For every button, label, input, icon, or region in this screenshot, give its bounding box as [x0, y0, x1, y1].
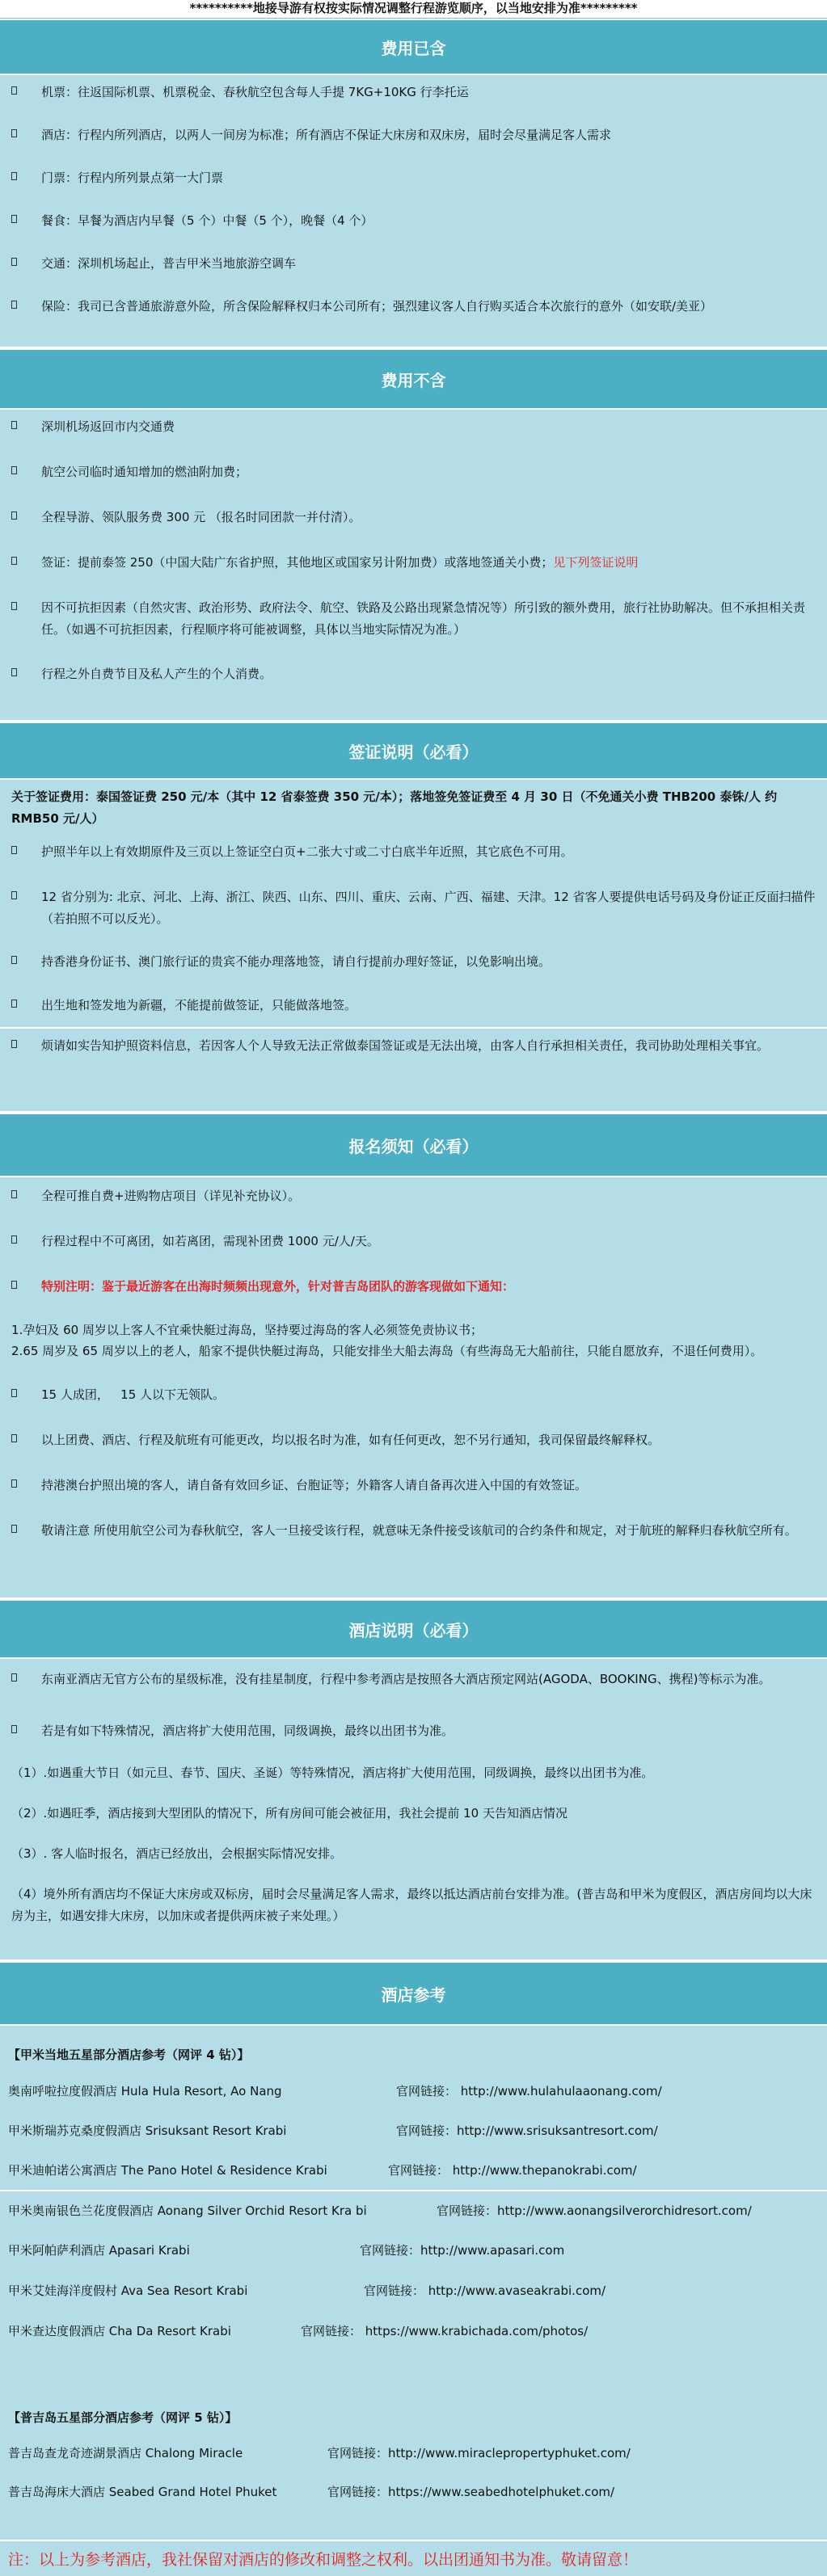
hotel-row: 甲米阿帕萨利酒店 Apasari Krabi 官网链接：http://www.apasari.com: [8, 2243, 565, 2258]
special-notice: 特别注明：鉴于最近游客在出海时频频出现意外，针对普吉岛团队的游客现做如下通知：: [41, 1279, 515, 1294]
visa-title: 签证说明（必看）: [348, 742, 479, 762]
hotel-url-link[interactable]: http://www.srisuksantresort.com/: [457, 2123, 658, 2138]
list-item: 烦请如实告知护照资料信息，若因客人个人导致无法正常做泰国签证或是无法出境，由客人自行承担相关责任，我司协助处理相关事宜。: [0, 1027, 827, 1084]
list-item: 餐食：早餐为酒店内早餐（5 个）中餐（5 个），晚餐（4 个）: [0, 210, 827, 253]
hotel-row: 甲米艾娃海洋度假村 Ava Sea Resort Krabi 官网链接： http://www.avaseakrabi.com/: [8, 2283, 606, 2298]
list-item: 护照半年以上有效期原件及三页以上签证空白页+二张大寸或二寸白底半年近照，其它底色不可用。: [0, 841, 827, 886]
list-item: 因不可抗拒因素（自然灾害、政治形势、政府法令、航空、铁路及公路出现紧急情况等）所引致的额外费用，旅行社协助解决。但不承担相关责任。（如遇不可抗拒因素，行程顺序将可能被调整，具体以当地实际情况为准。）: [0, 597, 827, 663]
hotel-url-link[interactable]: http://www.miraclepropertyphuket.com/: [388, 2446, 631, 2460]
checkbox-icon: [11, 1434, 17, 1442]
list-item: 机票：往返国际机票、机票税金、春秋航空包含每人手提 7KG+10KG 行李托运: [0, 82, 827, 124]
checkbox-icon: [11, 1673, 17, 1682]
hotel-ref-header: [0, 1961, 827, 2026]
checkbox-icon: [11, 1389, 17, 1397]
list-item: 若是有如下特殊情况，酒店将扩大使用范围，同级调换，最终以出团书为准。: [0, 1720, 827, 1762]
hotel-row: 普吉岛查龙奇迹湖景酒店 Chalong Miracle 官网链接：http://www.miraclepropertyphuket.com/: [8, 2446, 631, 2460]
hotel-url-link[interactable]: http://www.avaseakrabi.com/: [428, 2283, 606, 2298]
included-header: [0, 19, 827, 75]
list-item: 酒店：行程内所列酒店，以两人一间房为标准；所有酒店不保证大床房和双床房，届时会尽量满足客人需求: [0, 124, 827, 167]
list-item: 行程之外自费节目及私人产生的个人消费。: [0, 663, 827, 709]
checkbox-icon: [11, 846, 17, 854]
checkbox-icon: [11, 1190, 17, 1198]
checkbox-icon: [11, 1040, 17, 1048]
checkbox-icon: [11, 86, 17, 95]
top-notice: **********地接导游有权按实际情况调整行程游览顺序，以当地安排为准*********: [0, 0, 827, 19]
list-item: 保险：我司已含普通旅游意外险，所含保险解释权归本公司所有；强烈建议客人自行购买适合本次旅行的意外（如安联/美亚）: [0, 296, 827, 339]
list-item: 敬请注意 所使用航空公司为春秋航空，客人一旦接受该行程，就意味无条件接受该航司的合约条件和规定，对于航班的解释归春秋航空所有。: [0, 1520, 827, 1572]
hotel-note-paragraph: （3）. 客人临时报名，酒店已经放出，会根据实际情况安排。: [11, 1846, 343, 1861]
list-item: 以上团费、酒店、行程及航班有可能更改，均以报名时为准，如有任何更改，恕不另行通知，我司保留最终解释权。: [0, 1429, 827, 1475]
registration-title: 报名须知（必看）: [348, 1136, 479, 1156]
registration-header: [0, 1113, 827, 1177]
hotel-note-paragraph: （2）.如遇旺季，酒店接到大型团队的情况下，所有房间可能会被征用，我社会提前 10 天告知酒店情况: [11, 1806, 568, 1820]
hotel-row: 甲米奥南银色兰花度假酒店 Aonang Silver Orchid Resort Kra bi 官网链接：http://www.aonangsilverorchidresort.com/: [8, 2203, 752, 2218]
checkbox-icon: [11, 1725, 17, 1733]
excluded-title: 费用不含: [381, 370, 446, 390]
checkbox-icon: [11, 421, 17, 429]
registration-section: [0, 1177, 827, 1599]
krabi-heading: 【甲米当地五星部分酒店参考（网评 4 钻）】: [8, 2048, 250, 2062]
list-item: 持香港身份证书、澳门旅行证的贵宾不能办理落地签，请自行提前办理好签证，以免影响出境。: [0, 951, 827, 995]
list-item: 15 人成团， 15 人以下无领队。: [0, 1384, 827, 1429]
hotel-url-link[interactable]: http://www.aonangsilverorchidresort.com/: [497, 2203, 752, 2218]
final-note: 注：以上为参考酒店，我社保留对酒店的修改和调整之权利。以出团通知书为准。敬请留意！: [0, 2540, 827, 2576]
hotel-notes-header: [0, 1599, 827, 1659]
checkbox-icon: [11, 1480, 17, 1488]
checkbox-icon: [11, 1235, 17, 1244]
checkbox-icon: [11, 129, 17, 137]
included-title: 费用已含: [381, 38, 446, 58]
visa-fee-intro: 关于签证费用：泰国签证费 250 元/本（其中 12 省泰签费 350 元/本）；落地签免签证费至 4 月 30 日（不免通关小费 THB200 泰铢/人 约 RMB50 元/人）: [11, 789, 778, 826]
list-item: 全程可推自费+进购物店项目（详见补充协议）。: [0, 1185, 827, 1231]
visa-header: [0, 722, 827, 780]
excluded-section: [0, 410, 827, 722]
included-section: [0, 75, 827, 348]
list-item: 深圳机场返回市内交通费: [0, 416, 827, 461]
list-item: 航空公司临时通知增加的燃油附加费；: [0, 461, 827, 507]
hotel-url-link[interactable]: https://www.krabichada.com/photos/: [365, 2324, 589, 2338]
list-item: 行程过程中不可离团，如若离团，需现补团费 1000 元/人/天。: [0, 1231, 827, 1276]
hotel-note-paragraph: （4）境外所有酒店均不保证大床房或双标房，届时会尽量满足客人需求，最终以抵达酒店前台安排为准。(普吉岛和甲米为度假区，酒店房间均以大床房为主，如遇安排大床房，以加床或者提供两床被子来处理。）: [11, 1887, 812, 1923]
checkbox-icon: [11, 956, 17, 964]
list-item: 全程导游、领队服务费 300 元 （报名时同团款一并付清）。: [0, 507, 827, 552]
hotel-notes-title: 酒店说明（必看）: [348, 1620, 479, 1640]
hotel-url-link[interactable]: http://www.hulahulaaonang.com/: [460, 2083, 662, 2098]
list-item: 出生地和签发地为新疆，不能提前做签证，只能做落地签。: [0, 995, 827, 1027]
list-item: [0, 1276, 827, 1320]
checkbox-icon: [11, 891, 17, 899]
age-rule-1: 1.孕妇及 60 周岁以上客人不宜乘快艇过海岛，坚持要过海岛的客人必须签免责协议书；: [11, 1323, 483, 1337]
checkbox-icon: [11, 215, 17, 223]
spacer: [0, 2351, 827, 2401]
list-item: 门票：行程内所列景点第一大门票: [0, 167, 827, 210]
checkbox-icon: [11, 466, 17, 474]
phuket-heading: 【普吉岛五星部分酒店参考（网评 5 钻）】: [8, 2410, 238, 2425]
list-item: 交通：深圳机场起止，普吉甲米当地旅游空调车: [0, 253, 827, 296]
hotel-row: 甲米斯瑞苏克桑度假酒店 Srisuksant Resort Krabi 官网链接：http://www.srisuksantresort.com/: [8, 2123, 658, 2138]
hotel-row: 普吉岛海床大酒店 Seabed Grand Hotel Phuket 官网链接：https://www.seabedhotelphuket.com/: [8, 2485, 615, 2499]
hotel-ref-section: [0, 2026, 827, 2511]
hotel-row: 甲米查达度假酒店 Cha Da Resort Krabi 官网链接： https://www.krabichada.com/photos/: [8, 2324, 589, 2338]
checkbox-icon: [11, 1281, 17, 1289]
checkbox-icon: [11, 301, 17, 309]
age-rule-2: 2.65 周岁及 65 周岁以上的老人，船家不提供快艇过海岛，只能安排坐大船去海岛（有些海岛无大船前往，只能自愿放弃，不退任何费用）。: [11, 1344, 763, 1358]
visa-note-link: 见下列签证说明: [553, 555, 639, 570]
excluded-header: [0, 348, 827, 410]
list-item: 12 省分别为: 北京、河北、上海、浙江、陕西、山东、四川、重庆、云南、广西、福建、天津。12 省客人要提供电话号码及身份证正反面扫描件（若拍照不可以反光）。: [0, 886, 827, 951]
list-item: 持港澳台护照出境的客人，请自备有效回乡证、台胞证等；外籍客人请自备再次进入中国的有效签证。: [0, 1475, 827, 1520]
hotel-row: 奥南呼啦拉度假酒店 Hula Hula Resort, Ao Nang 官网链接： http://www.hulahulaaonang.com/: [8, 2083, 662, 2098]
checkbox-icon: [11, 1000, 17, 1008]
checkbox-icon: [11, 602, 17, 610]
hotel-url-link[interactable]: https://www.seabedhotelphuket.com/: [388, 2485, 615, 2499]
checkbox-icon: [11, 668, 17, 676]
hotel-row: 甲米迪帕诺公寓酒店 The Pano Hotel & Residence Krabi 官网链接： http://www.thepanokrabi.com/: [0, 2150, 827, 2191]
hotel-notes-section: [0, 1659, 827, 1961]
hotel-ref-title: 酒店参考: [381, 1985, 446, 2005]
list-item: 签证：提前泰签 250（中国大陆广东省护照，其他地区或国家另计附加费）或落地签通关小费；见下列签证说明: [0, 552, 827, 597]
visa-section: [0, 780, 827, 1113]
list-item: 东南亚酒店无官方公布的星级标准，没有挂星制度，行程中参考酒店是按照各大酒店预定网站(AGODA、BOOKING、携程)等标示为准。: [0, 1669, 827, 1720]
checkbox-icon: [11, 511, 17, 520]
checkbox-icon: [11, 258, 17, 266]
hotel-url-link[interactable]: http://www.thepanokrabi.com/: [452, 2162, 637, 2178]
hotel-note-paragraph: （1）.如遇重大节日（如元旦、春节、国庆、圣诞）等特殊情况，酒店将扩大使用范围，同级调换，最终以出团书为准。: [11, 1766, 654, 1780]
checkbox-icon: [11, 557, 17, 565]
checkbox-icon: [11, 172, 17, 180]
checkbox-icon: [11, 1525, 17, 1533]
hotel-url-link[interactable]: http://www.apasari.com: [420, 2243, 565, 2258]
